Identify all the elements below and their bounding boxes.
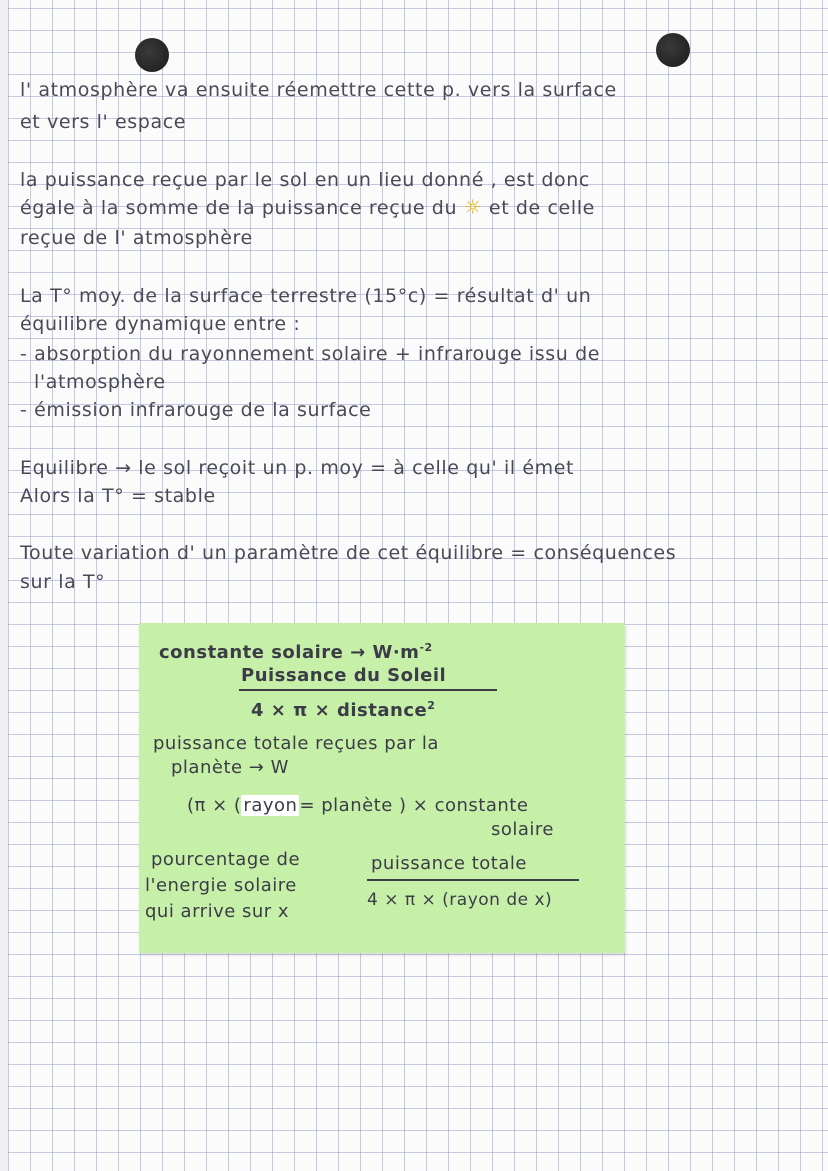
formula-line — [187, 795, 528, 817]
fraction-denominator — [251, 695, 435, 722]
note-line: - absorption du rayonnement solaire + infrarouge issu de — [20, 343, 601, 365]
sticky-line: pourcentage de — [151, 849, 301, 870]
distance-exponent: 2 — [427, 699, 436, 712]
fraction-denominator: 4 × π × (rayon de x) — [367, 890, 553, 910]
fraction-numerator: puissance totale — [371, 853, 527, 874]
fraction-denominator-text: 4 × π × distance — [251, 700, 428, 721]
note-text: égale à la somme de la puissance reçue du — [20, 197, 458, 219]
binder-hole-left — [135, 38, 169, 72]
solar-constant-text: constante solaire → W·m — [159, 642, 420, 663]
note-line: Equilibre → le sol reçoit un p. moy = à celle qu' il émet — [20, 457, 575, 479]
note-line: l'atmosphère — [34, 371, 166, 393]
note-line: la puissance reçue par le sol en un lieu donné , est donc — [20, 169, 590, 191]
formula-text: (π × ( — [187, 795, 242, 816]
unit-exponent: -2 — [419, 641, 433, 654]
fraction-bar — [367, 879, 579, 881]
sticky-line: l'energie solaire — [145, 875, 297, 896]
formula-text: = planète ) × constante — [299, 795, 529, 816]
note-line: l' atmosphère va ensuite réemettre cette p. vers la surface — [20, 79, 617, 101]
page-margin — [0, 0, 8, 1171]
note-line: Alors la T° = stable — [20, 485, 216, 507]
sticky-line: puissance totale reçues par la — [153, 733, 439, 754]
solar-constant-line — [159, 637, 433, 664]
sticky-line: solaire — [491, 819, 555, 840]
sticky-line: qui arrive sur x — [145, 901, 290, 922]
note-line: Toute variation d' un paramètre de cet équilibre = conséquences — [20, 542, 677, 564]
formula-highlight: rayon — [243, 795, 298, 816]
note-line: sur la T° — [20, 571, 106, 593]
fraction-numerator: Puissance du Soleil — [241, 665, 447, 686]
fraction-bar — [239, 689, 497, 691]
note-line: reçue de l' atmosphère — [20, 227, 253, 249]
note-line: - émission infrarouge de la surface — [20, 399, 372, 421]
sun-icon: ☼ — [463, 195, 483, 219]
sticky-note — [139, 623, 625, 953]
binder-hole-right — [656, 33, 690, 67]
sticky-line: planète → W — [171, 757, 289, 778]
note-line — [20, 196, 595, 220]
note-line: équilibre dynamique entre : — [20, 313, 301, 335]
note-line: et vers l' espace — [20, 111, 187, 133]
note-text: et de celle — [488, 197, 595, 219]
note-line: La T° moy. de la surface terrestre (15°c) = résultat d' un — [20, 285, 592, 307]
